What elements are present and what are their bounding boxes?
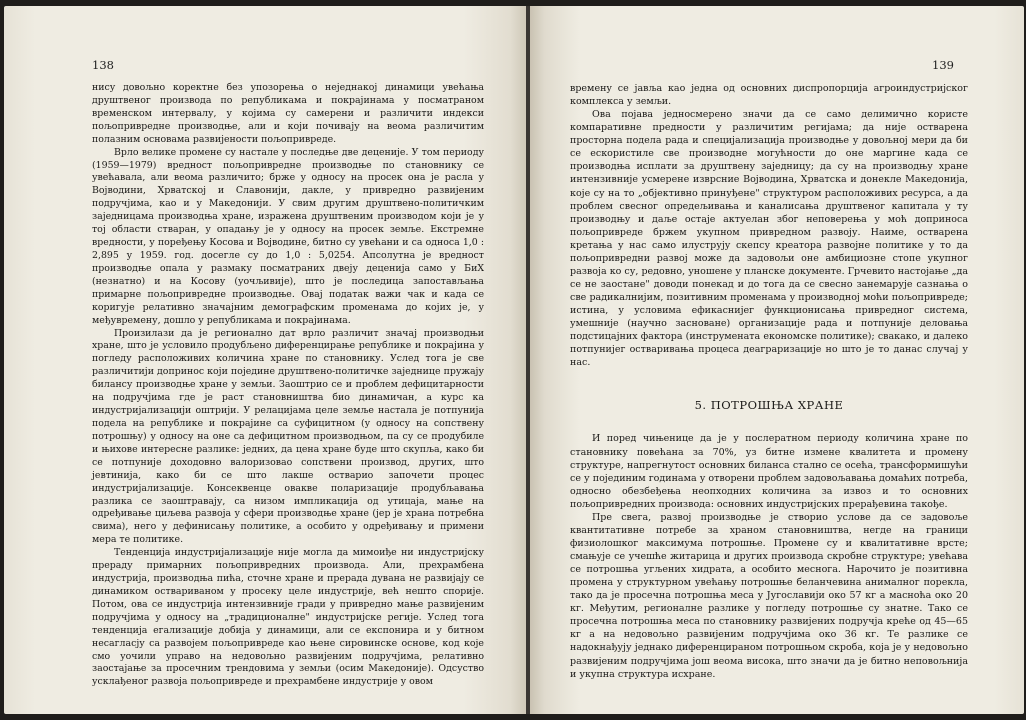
paragraph: Произилази да је регионално дат врло различит значај производњи хране, што је условило продубљено диференцирање републике и покрајина у погледу расположивих количина хране по становнику. Услед тога је све различитији допринос који поједине друштвено-политичке заједнице пружају билансу производње хране у земљи. Заоштрио се и проблем дефицитарности на подручјима где је раст становништва био динамичан, а курс ка индустријализацији оштрији. У релацијама целе земље настала је потпунија подела на републике и покрајине са суфицитном (у односу на сопствену потрошњу) у односу на оне са дефицитном производњом, па су се продубиле и њихове интересне разлике: једних, да цена хране буде што скупља, како би се потпуније доходовно валоризовао сопствени производ, других, што јевтинија, како би се што лакше остварио започети процес индустријализације. Консеквенце овакве поларизације продубљавања разлика се заоштравају, са низом импликација од утицаја, мање на одређивање циљева развоја у сфери производње хране (јер је храна потребна свима), него у дефинисању политике, а особито у одређивању и примени мера те политике. [92, 327, 484, 546]
paragraph: Врло велике промене су настале у последње две деценије. У том периоду (1959—1979) вредност пољопривредне производње по становнику се увећавала, али веома различито; брже у односу на просек она је расла у Војводини, Хрватској и Славонији, дакле, у привредно развијеним подручјима, као и у Македонији. У свим другим друштвено-политичким заједницама производња хране, изражена друштвеним производом који је у тој области стваран, у опадању је у односу на просек земље. Екстремне вредности, у поређењу Косова и Војводине, битно су увећани и са односа 1,0 : 2,895 у 1959. год. досегле су до 1,0 : 5,0254. Апсолутна је вредност производње опала у размаку посматраних двеју деценија само у БиХ (незнатно) и на Косову (уочљивије), што је последица запостављања примарне пољопривредне производње. Овај податак важи чак и када се коригује релативно значајним демографским променама до којих је, у међувремену, дошло у републикама и покрајинама. [92, 146, 484, 326]
paragraph: времену се јавља као једна од основних диспропорција агроиндустријског комплекса у земљи. [570, 83, 968, 108]
right-page [530, 6, 1024, 714]
section-heading: 5. ПОТРОШЊА ХРАНЕ [694, 398, 844, 413]
paragraph: И поред чињенице да је у послератном периоду количина хране по становнику повећана за 70%, уз битне измене квалитета и промену структуре, напрегнутост основних биланса стално се осећа, трансформишући се у појединим годинама у отворени проблем задовољавања домаћих потреба, односно обезбеђења неопходних количина за извоз и то основних пољопривредних производа: основних индустријских прерађевина такође. [570, 433, 968, 510]
page-number: 138 [92, 58, 114, 72]
paragraph: Тенденција индустријализације није могла да мимоиђе ни индустријску прераду примарних пољопривредних производа. Али, прехрамбена индустрија, производња пића, сточне хране и прерада дувана не развијају се динамиком оствариваном у просеку целе индустрије, већ нешто спорије. Потом, ова се индустрија интензивније гради у привредно мање развијеним подручјима у односу на „традиционалне" индустријске регије. Услед тога тенденција егализације добија у динамици, али се експонира и у битном несагласју са развојем пољопривреде као њене сировинске основе, код које смо уочили управо на недовољно развијеним подручјима, релативно заостајање за просечним трендовима у земљи (осим Македоније). Одсуство усклађеног развоја пољопривреде и прехрамбене индустрије у овом [92, 547, 484, 688]
page-number: 139 [932, 58, 954, 72]
page-body-text [92, 82, 484, 689]
paragraph: Пре свега, развој производње је створио услове да се задовоље квантитативне потребе за храном становништва, негде на граници физиолошког максимума потрошње. Промене су и квалитативне врсте; смањује се учешће житарица и других производа скробне структуре; увећава се потрошња угљених хидрата, а особито меснога. Нарочито је позитивна промена у структурном увећању потрошње беланчевина анималног порекла, тако да је просечна потрошња меса у Југославији око 57 кг а масноћа око 20 кг. Међутим, регионалне разлике у погледу потрошње су знатне. Тако се просечна потрошња меса по становнику развијених подручја креће од 45—65 кг а на недовољно развијеним подручјима око 36 кг. Те разлике се надокнађују једнако диференцираном потрошњом скроба, која је у недовољно развијеним подручјима још веома висока, што значи да је битно неповољнија и укупна структура исхране. [570, 511, 968, 680]
left-page [4, 6, 526, 714]
paragraph: нису довољно коректне без упозорења о неједнакој динамици увећања друштвеног производа по републикама и покрајинама у посматраном временском интервалу, у којима су самерени и различити индекси пољопривредне производње, али и који почивају на веома различитим полазним основама развијености пољопривреде. [92, 82, 484, 145]
paragraph: Ова појава једносмерено значи да се само делимично користе компаративне предности у различитим регијама; да није остварена просторна подела рада и специјализација производње у довољној мери да би се ескористиле све производне могућности до оне маргине када се производња исплати за друштвену заједницу; да су на производњу хране интензивније усмерене изврсние Војводина, Хрватска и донекле Македонија, које су на то „објективно принуђене" структуром расположивих ресурса, а да проблем свесног опредељивања и каналисања друштвеног капитала у ту производњу и даље остаје актуелан због неповерења у моћ доприноса пољопривреде бржем укупном привредном развоју. Наиме, остварена кретања у нас само илуструју скепсу креатора развојне политике у то да пољопривредни развој може да задовољи оне амбициозне стопе укупног развоја ко су, редовно, уношене у планске документе. Грчевито настојање „да се не заостане" доводи понекад и до тога да се свесно занемарује сазнања о све радикалнијим, позитивним променама у производној моћи пољопривреде; истина, у условима ефикаснијег функционисања привредног система, умешније (научно засноване) организације рада и потпуније деловања подстицајних фактора (инструмената економске политике); свакако, и далеко потпунијег остваривања процеса деаграризације но што је то данас случај у нас. [570, 109, 968, 369]
page-body-text [570, 82, 968, 681]
